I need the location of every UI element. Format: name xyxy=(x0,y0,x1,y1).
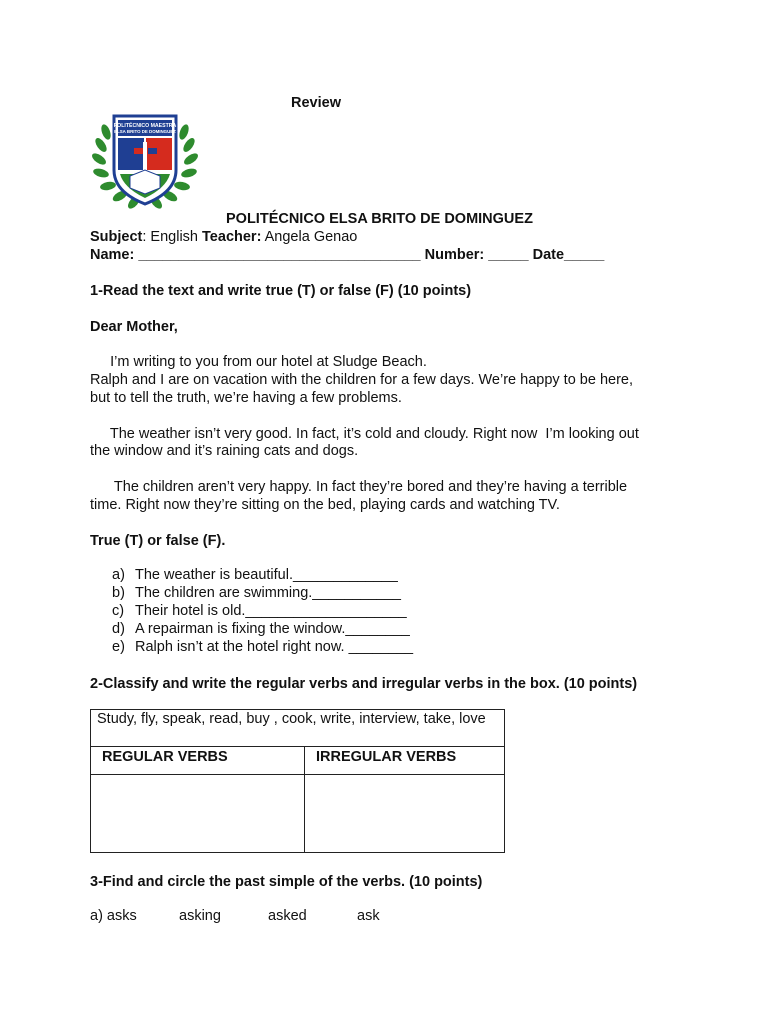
letter-greeting: Dear Mother, xyxy=(90,319,178,335)
subject-label: Subject xyxy=(90,229,143,245)
subject-value: : English xyxy=(142,229,203,245)
letter-line-1: I’m writing to you from our hotel at Sludge Beach. xyxy=(90,354,427,370)
letter-line-6: The children aren’t very happy. In fact they’re bored and they’re having a terrible xyxy=(90,479,628,495)
true-false-list xyxy=(112,566,413,656)
choice-word[interactable]: asked xyxy=(268,908,307,924)
letter-line-5: the window and it’s raining cats and dogs. xyxy=(90,443,359,459)
list-item xyxy=(112,584,413,602)
item-text: Their hotel is old.____________________ xyxy=(135,603,407,619)
item-text: The weather is beautiful._____________ xyxy=(135,567,398,583)
school-name: POLITÉCNICO ELSA BRITO DE DOMINGUEZ xyxy=(226,211,533,227)
teacher-value: Angela Genao xyxy=(261,229,358,245)
section-2-heading: 2-Classify and write the regular verbs and irregular verbs in the box. (10 points) xyxy=(90,676,638,692)
section-3-heading: 3-Find and circle the past simple of the verbs. (10 points) xyxy=(90,874,483,890)
letter-line-4: The weather isn’t very good. In fact, it’s cold and cloudy. Right now I’m looking out xyxy=(90,426,639,442)
item-marker: a) xyxy=(112,567,125,583)
crest-text-line-1: POLITÉCNICO MAESTRA xyxy=(113,123,177,129)
verb-classification-table xyxy=(90,709,505,853)
section-1-heading: 1-Read the text and write true (T) or false (F) (10 points) xyxy=(90,283,472,299)
true-false-heading: True (T) or false (F). xyxy=(90,533,226,549)
page-title: Review xyxy=(291,95,341,111)
choice-word[interactable]: a) asks xyxy=(90,908,137,924)
irregular-verbs-answer-cell[interactable] xyxy=(305,775,505,853)
school-crest-logo xyxy=(90,112,200,210)
item-text: The children are swimming.___________ xyxy=(135,585,401,601)
regular-verbs-header: REGULAR VERBS xyxy=(91,747,305,775)
letter-line-2: Ralph and I are on vacation with the children for a few days. We’re happy to be here, xyxy=(90,372,633,388)
item-marker: b) xyxy=(112,585,125,601)
item-marker: e) xyxy=(112,639,125,655)
list-item xyxy=(112,566,413,584)
irregular-verbs-header: IRREGULAR VERBS xyxy=(305,747,505,775)
verb-choices-row-a xyxy=(90,907,380,925)
list-item xyxy=(112,638,413,656)
letter-line-7: time. Right now they’re sitting on the bed, playing cards and watching TV. xyxy=(90,497,560,513)
choice-word[interactable]: asking xyxy=(179,908,221,924)
letter-line-3: but to tell the truth, we’re having a few problems. xyxy=(90,390,402,406)
item-marker: d) xyxy=(112,621,125,637)
teacher-label: Teacher: xyxy=(202,229,262,245)
name-number-date-line: Name: ___________________________________ Number: _____ Date_____ xyxy=(90,247,605,263)
regular-verbs-answer-cell[interactable] xyxy=(91,775,305,853)
word-box: Study, fly, speak, read, buy , cook, write, interview, take, love xyxy=(91,710,505,747)
item-text: Ralph isn’t at the hotel right now. ________ xyxy=(135,639,414,655)
list-item xyxy=(112,602,413,620)
choice-word[interactable]: ask xyxy=(357,908,380,924)
list-item xyxy=(112,620,413,638)
subject-teacher-line xyxy=(90,228,357,246)
item-marker: c) xyxy=(112,603,125,619)
item-text: A repairman is fixing the window.________ xyxy=(135,621,410,637)
crest-text-line-2: ELSA BRITO DE DOMINGUEZ xyxy=(114,129,176,134)
